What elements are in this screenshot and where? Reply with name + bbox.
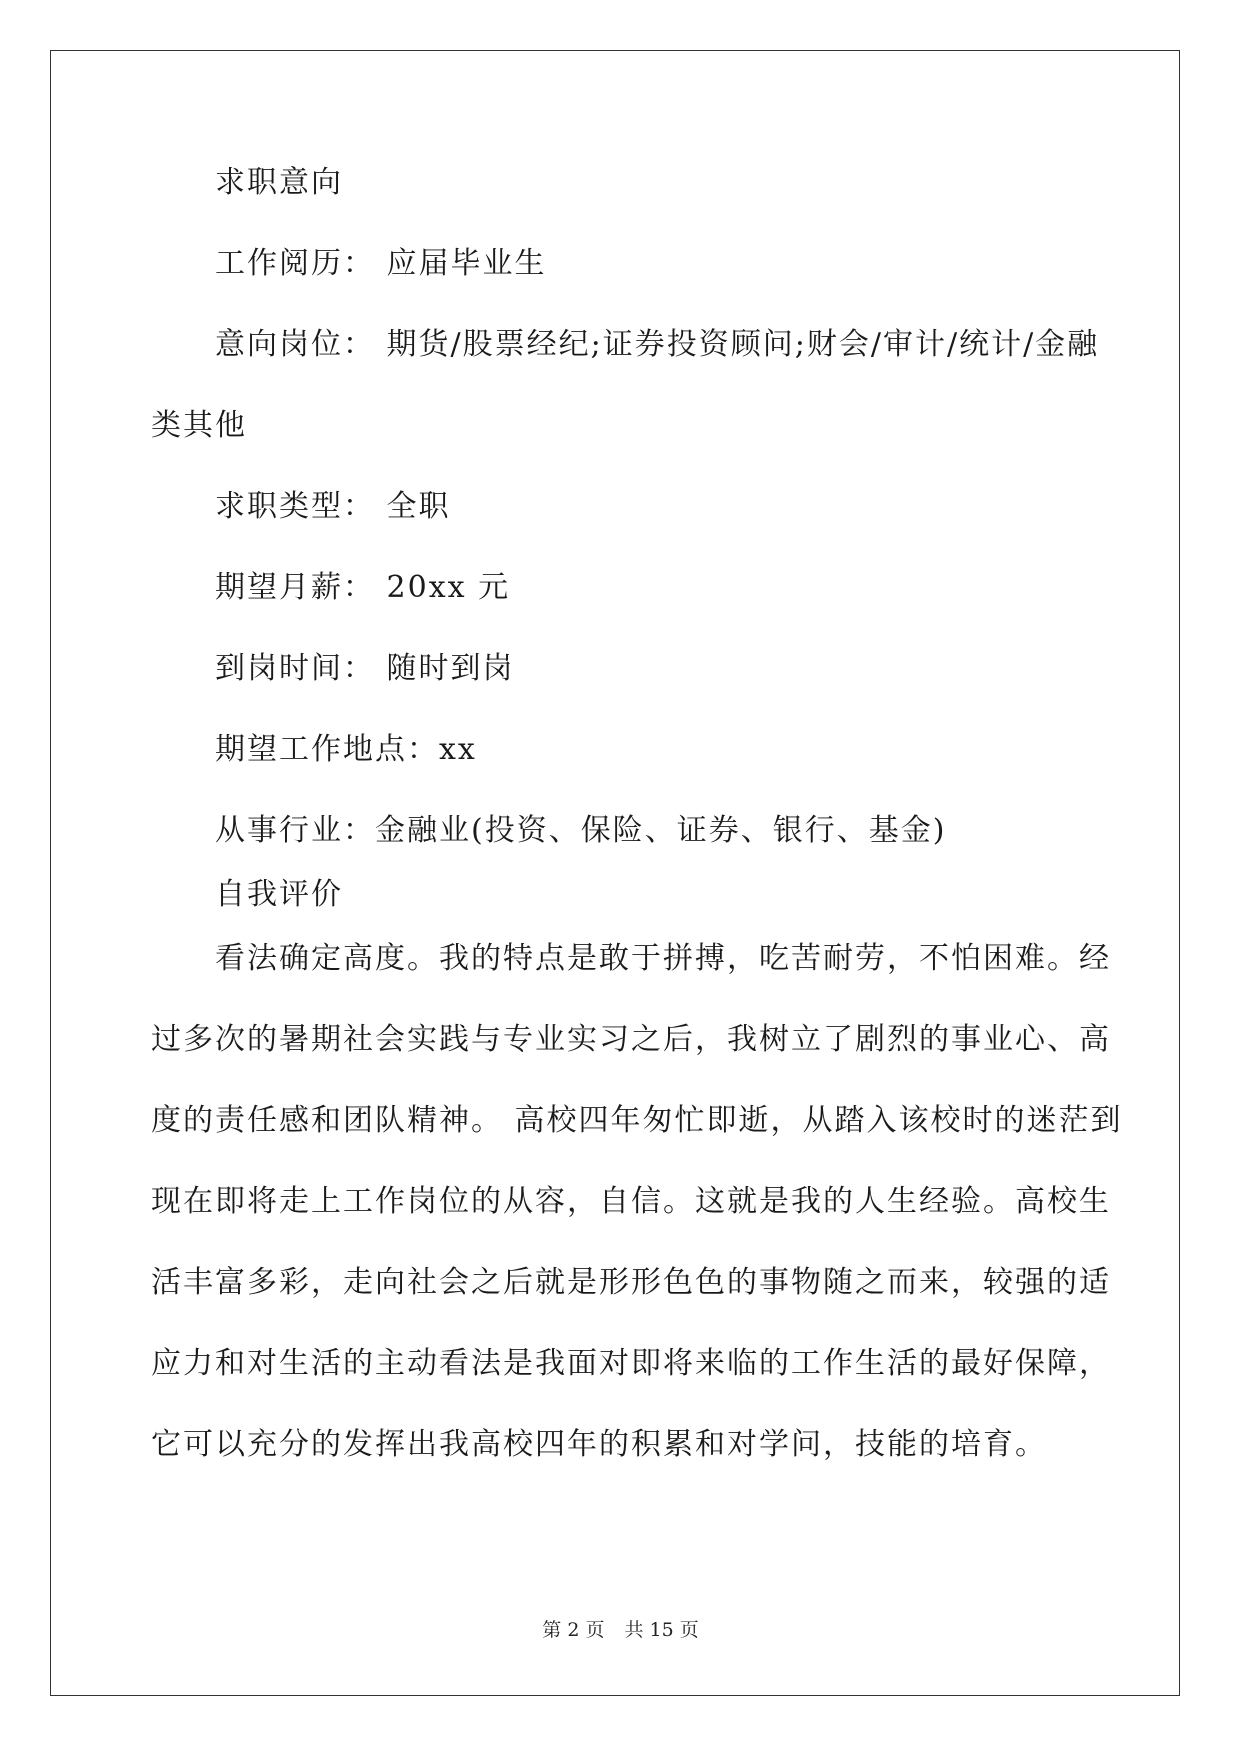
self-eval-line: 度的责任感和团队精神。 高校四年匆忙即逝，从踏入该校时的迷茫到 — [151, 1103, 1123, 1138]
industry-line: 从事行业：金融业(投资、保险、证券、银行、基金) — [215, 813, 947, 848]
self-eval-heading: 自我评价 — [215, 877, 343, 912]
desired-position-line-2: 类其他 — [151, 408, 247, 443]
expected-salary-line: 期望月薪： 20xx 元 — [215, 570, 511, 605]
work-experience-line: 工作阅历： 应届毕业生 — [215, 246, 547, 281]
self-eval-line: 活丰富多彩，走向社会之后就是形形色色的事物随之而来，较强的适 — [151, 1265, 1111, 1300]
self-eval-line: 它可以充分的发挥出我高校四年的积累和对学问，技能的培育。 — [151, 1427, 1047, 1462]
self-eval-paragraph — [151, 938, 1123, 1465]
self-eval-line: 应力和对生活的主动看法是我面对即将来临的工作生活的最好保障， — [151, 1346, 1111, 1381]
expected-location-line: 期望工作地点：xx — [215, 732, 477, 767]
self-eval-line: 过多次的暑期社会实践与专业实习之后，我树立了剧烈的事业心、高 — [151, 1022, 1111, 1057]
page-number-total: 共 15 页 — [624, 1619, 699, 1641]
start-time-line: 到岗时间： 随时到岗 — [215, 651, 515, 686]
page-number-current: 第 2 页 — [542, 1619, 605, 1641]
desired-position-line-1: 意向岗位： 期货/股票经纪;证券投资顾问;财会/审计/统计/金融 — [215, 327, 1100, 362]
self-eval-line: 现在即将走上工作岗位的从容，自信。这就是我的人生经验。高校生 — [151, 1184, 1111, 1219]
document-body — [151, 162, 1123, 1465]
page-footer — [0, 1618, 1241, 1642]
intent-heading: 求职意向 — [215, 165, 343, 200]
job-type-line: 求职类型： 全职 — [215, 489, 451, 524]
self-eval-line: 看法确定高度。我的特点是敢于拼搏，吃苦耐劳，不怕困难。经 — [215, 941, 1111, 976]
